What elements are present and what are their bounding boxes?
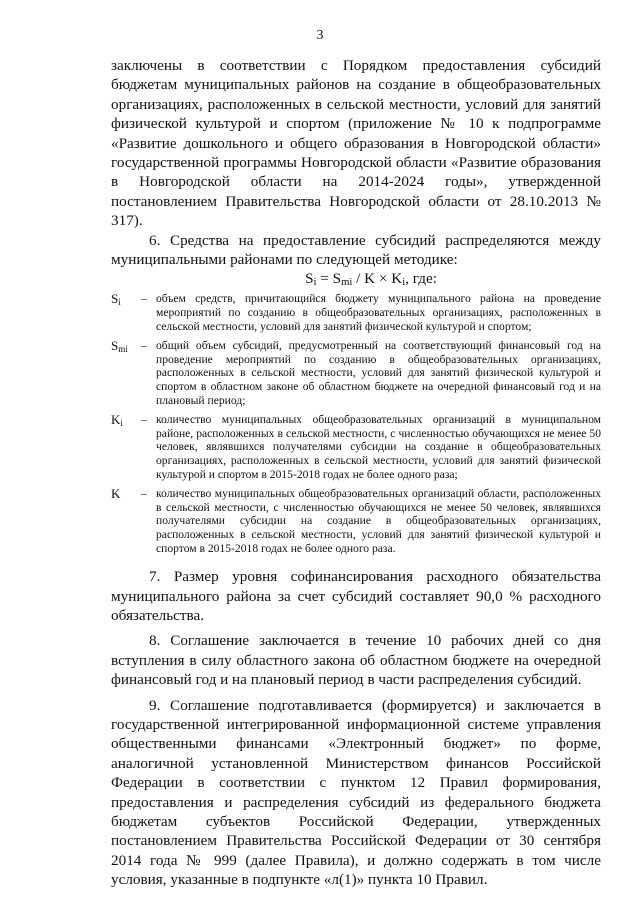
paragraph-8: 8. Соглашение заключается в течение 10 рабочих дней со дня вступления в силу областного закона об областном бюджете на очередной финансовый год и на плановый период в части распределения субсидий.: [111, 632, 601, 689]
definition-item: [111, 413, 601, 481]
paragraph-6: 6. Средства на предоставление субсидий распределяются между муниципальными районами по следующей методике:: [111, 231, 601, 269]
definition-symbol: $K_i$: [111, 412, 123, 429]
definition-symbol: $S_i$: [111, 291, 121, 308]
definition-dash: –: [141, 339, 147, 353]
paragraph-7: 7. Размер уровня софинансирования расходного обязательства муниципального района за счет субсидий составляет 90,0 % расходного обязательства.: [111, 568, 601, 624]
definition-dash: –: [141, 487, 147, 501]
definition-text: объем средств, причитающийся бюджету муниципального района на проведение мероприятий по созданию в общеобразовательных организациях, расположенных в сельской местности, условий для занятий физической культурой и спортом;: [156, 292, 601, 333]
definition-symbol: K: [111, 486, 121, 502]
paragraph-intro: заключены в соответствии с Порядком предоставления субсидий бюджетам муниципальных районов на создание в общеобразовательных организациях, расположенных в сельской местности, условий для занятий физической культурой и спортом (приложение № 10 к подпрограмме «Развитие дошкольного и общего образования в Новгородской области» государственной программы Новгородской области «Развитие образования в Новгородской области на 2014-2024 годы», утвержденной постановлением Правительства Новгородской области от 28.10.2013 № 317).: [111, 57, 601, 230]
definition-dash: –: [141, 413, 147, 427]
definition-item: [111, 292, 601, 333]
definitions-list: [111, 292, 601, 555]
definition-item: [111, 487, 601, 555]
definition-item: [111, 339, 601, 407]
definition-text: количество муниципальных общеобразовательных организаций области, расположенных в сельской местности, с численностью обучающихся не менее 50 человек, являвшихся получателями субсидии на создание в общеобразовательных организациях, расположенных в сельской местности, условий для занятий физической культурой и спортом в 2015-2018 годах не более одного раза.: [156, 487, 601, 555]
definition-text: общий объем субсидий, предусмотренный на соответствующий финансовый год на проведение мероприятий по созданию в общеобразовательных организациях, расположенных в сельской местности, условий для занятий физической культурой и спортом в областном законе об областном бюджете на очередной финансовый год и на плановый период;: [156, 339, 601, 407]
definition-text: количество муниципальных общеобразовательных организаций в муниципальном районе, расположенных в сельской местности, с численностью обучающихся не менее 50 человек, являвшихся получателями субсидии на создание в общеобразовательных организациях, расположенных в сельской местности, условий для занятий физической культурой и спортом в 2015-2018 годах не более одного раза;: [156, 413, 601, 481]
paragraph-9: 9. Соглашение подготавливается (формируется) и заключается в государственной интегрированной информационной системе управления общественными финансами «Электронный бюджет» по форме, аналогичной установленной Министерством финансов Российской Федерации в соответствии с пунктом 12 Правил формирования, предоставления и распределения субсидий из федерального бюджета бюджетам субъектов Российской Федерации, утвержденных постановлением Правительства Российской Федерации от 30 сентября 2014 года № 999 (далее Правила), и должно содержать в том числе условия, указанные в подпункте «л(1)» пункта 10 Правил.: [111, 696, 601, 889]
definition-symbol: $S_{mi}$: [111, 338, 128, 355]
formula: $S_i = S_{mi} / K \times K_i$, где:: [305, 270, 437, 289]
document-body: [111, 56, 601, 890]
definition-dash: –: [141, 292, 147, 306]
page-number: 3: [316, 28, 324, 43]
